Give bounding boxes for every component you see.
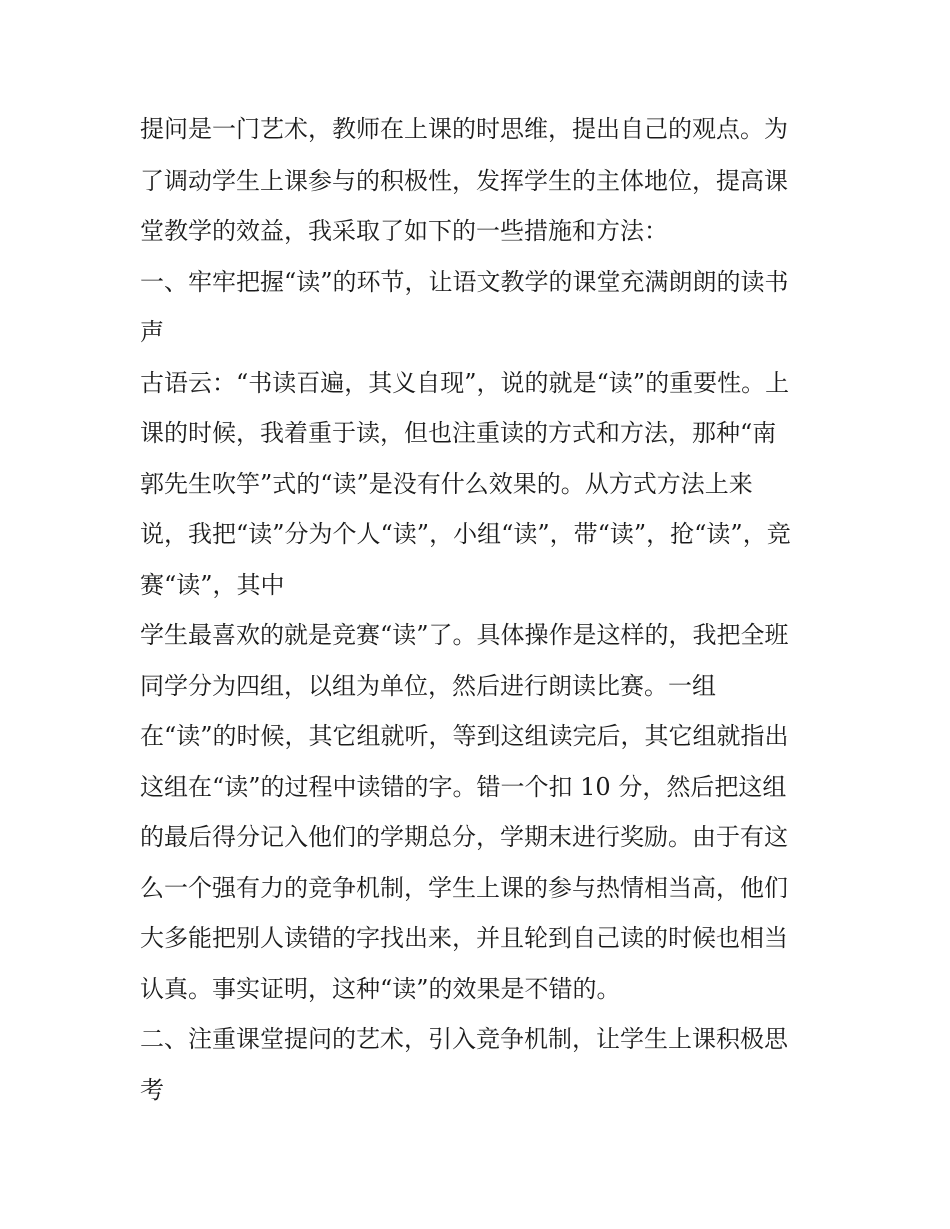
paragraph-3-line-7: 大多能把别人读错的字找出来，并且轮到自己读的时候也相当 bbox=[140, 924, 788, 952]
paragraph-1-line-1: 提问是一门艺术，教师在上课的时思维，提出自己的观点。为 bbox=[140, 115, 788, 143]
section-heading-1-line-1: 一、牢牢把握“读”的环节，让语文教学的课堂充满朗朗的读书 bbox=[140, 268, 789, 296]
paragraph-2-line-2: 课的时候，我着重于读，但也注重读的方式和方法，那种“南 bbox=[140, 419, 777, 447]
paragraph-3-line-3: 在“读”的时候，其它组就听，等到这组读完后，其它组就指出 bbox=[140, 722, 789, 750]
paragraph-3-line-1: 学生最喜欢的就是竞赛“读”了。具体操作是这样的，我把全班 bbox=[140, 621, 789, 649]
paragraph-2-line-3: 郭先生吹竽”式的“读”是没有什么效果的。从方式方法上来 bbox=[140, 470, 753, 498]
paragraph-2-line-5: 赛“读”，其中 bbox=[140, 571, 285, 599]
section-heading-2-line-1: 二、注重课堂提问的艺术，引入竞争机制，让学生上课积极思 bbox=[140, 1025, 788, 1053]
paragraph-2-line-1: 古语云：“书读百遍，其义自现”，说的就是“读”的重要性。上 bbox=[140, 369, 790, 397]
section-heading-2-line-2: 考 bbox=[140, 1076, 164, 1104]
paragraph-1-line-3: 堂教学的效益，我采取了如下的一些措施和方法： bbox=[140, 217, 668, 245]
paragraph-1-line-2: 了调动学生上课参与的积极性，发挥学生的主体地位，提高课 bbox=[140, 167, 788, 195]
paragraph-3-line-4: 这组在“读”的过程中读错的字。错一个扣 10 分，然后把这组 bbox=[140, 773, 787, 801]
paragraph-2-line-4: 说，我把“读”分为个人“读”，小组“读”，带“读”，抢“读”，竞 bbox=[140, 520, 791, 548]
section-heading-1-line-2: 声 bbox=[140, 318, 164, 346]
paragraph-3-line-8: 认真。事实证明，这种“读”的效果是不错的。 bbox=[140, 975, 621, 1003]
paragraph-3-line-2: 同学分为四组，以组为单位，然后进行朗读比赛。一组 bbox=[140, 672, 716, 700]
paragraph-3-line-6: 么一个强有力的竞争机制，学生上课的参与热情相当高，他们 bbox=[140, 874, 788, 902]
paragraph-3-line-5: 的最后得分记入他们的学期总分，学期末进行奖励。由于有这 bbox=[140, 823, 788, 851]
